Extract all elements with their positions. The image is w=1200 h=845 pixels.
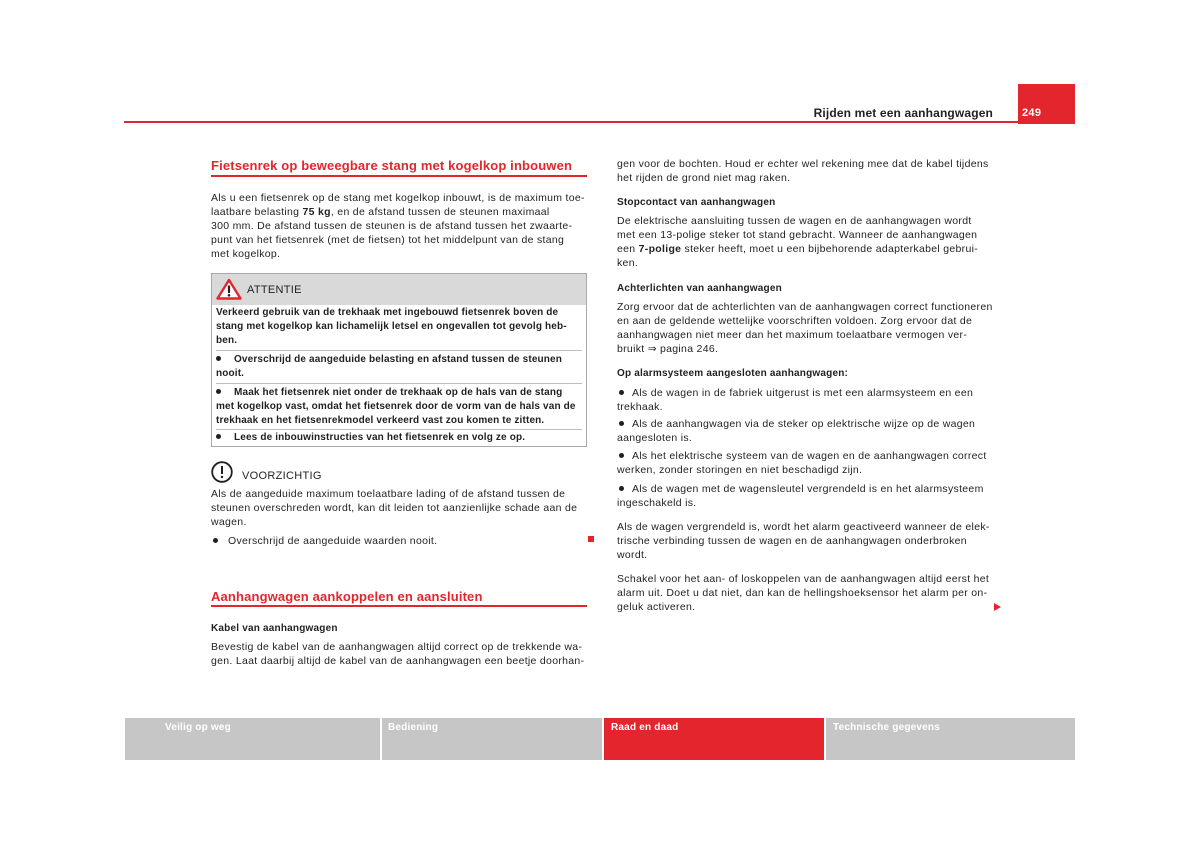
max-load-value: 75 kg [302, 206, 331, 218]
section-heading-rule [211, 605, 587, 607]
end-marker-icon [588, 536, 594, 542]
text-line [216, 353, 562, 367]
text-line: geluk activeren. [617, 601, 696, 613]
text-segment: Overschrijd de aangeduide waarden nooit. [228, 535, 438, 547]
section-heading-rule [211, 175, 587, 177]
paragraph-alarm-activation [617, 520, 990, 562]
text-segment: Als de wagen in de fabriek uitgerust is met een alarmsysteem en een [632, 387, 974, 399]
warning-item [216, 431, 525, 445]
text-line: trekhaak. [617, 401, 663, 413]
text-line: stang met kogelkop kan lichamelijk letsel en ongevallen tot gevolg heb- [216, 321, 567, 332]
warning-intro [216, 306, 567, 348]
bullet-icon [216, 356, 221, 361]
text-line [617, 449, 987, 463]
caution-label: VOORZICHTIG [242, 470, 322, 482]
text-segment: laatbare belasting [211, 206, 303, 218]
text-line: trekhaak en het fietsenrekmodel verkeerd vast zou komen te zitten. [216, 415, 545, 426]
text-segment: Als de wagen met de wagensleutel vergrendeld is en het alarmsysteem [632, 483, 984, 495]
text-line: gen voor de bochten. Houd er echter wel rekening mee dat de kabel tijdens [617, 158, 989, 170]
paragraph-trailer-cable [211, 640, 584, 668]
footer-tab-label: Raad en daad [611, 722, 679, 733]
text-line: Zorg ervoor dat de achterlichten van de aanhangwagen correct functioneren [617, 301, 993, 313]
warning-separator [216, 429, 582, 430]
text-line: Als de wagen vergrendeld is, wordt het alarm geactiveerd wanneer de elek- [617, 521, 990, 533]
bullet-icon [213, 538, 218, 543]
text-line: Bevestig de kabel van de aanhangwagen altijd correct op de trekkende wa- [211, 641, 583, 653]
caution-item [211, 534, 437, 548]
footer-tab-bediening [382, 718, 602, 760]
bullet-icon [619, 486, 624, 491]
text-line: alarm uit. Doet u dat niet, dan kan de hellingshoeksensor het alarm per on- [617, 587, 988, 599]
continuation-arrow-icon [994, 603, 1001, 611]
footer-tab-veilig-op-weg [125, 718, 380, 760]
text-line: gen. Laat daarbij altijd de kabel van de aanhangwagen een beetje doorhan- [211, 655, 585, 667]
alarm-condition-item [617, 482, 984, 510]
caution-exclamation-icon [211, 461, 233, 483]
text-segment: steker heeft, moet u een bijbehorende adapterkabel gebrui- [681, 243, 979, 255]
text-line: met kogelkop vast, omdat het fietsenrek door de vorm van de hals van de [216, 401, 576, 412]
subheading-trailer-cable: Kabel van aanhangwagen [211, 623, 338, 634]
text-line: aangesloten is. [617, 432, 693, 444]
warning-triangle-icon [216, 278, 242, 300]
text-segment: Lees de inbouwinstructies van het fietsenrek en volg ze op. [234, 432, 526, 443]
caution-paragraph [211, 487, 577, 529]
bullet-icon [216, 434, 221, 439]
paragraph-bike-rack-load [211, 191, 585, 261]
subheading-alarm: Op alarmsysteem aangesloten aanhangwagen: [617, 368, 849, 379]
text-segment: een [617, 243, 639, 255]
text-line [617, 386, 973, 400]
text-segment: Maak het fietsenrek niet onder de trekhaak op de hals van de stang [234, 387, 563, 398]
text-line: Schakel voor het aan- of loskoppelen van de aanhangwagen altijd eerst het [617, 573, 990, 585]
alarm-condition-item [617, 449, 987, 477]
text-line: ben. [216, 335, 238, 346]
subheading-socket: Stopcontact van aanhangwagen [617, 197, 776, 208]
subheading-tail-lights: Achterlichten van aanhangwagen [617, 283, 782, 294]
text-line: aanhangwagen niet meer dan het maximum toelaatbare vermogen ver- [617, 329, 968, 341]
text-segment: , en de afstand tussen de steunen maximaal [330, 206, 550, 218]
warning-box [211, 273, 587, 447]
warning-item [216, 353, 562, 381]
footer-tab-technische-gegevens [826, 718, 1075, 760]
bullet-icon [619, 390, 624, 395]
alarm-condition-item [617, 386, 973, 414]
warning-separator [216, 383, 582, 384]
text-line: Als u een fietsenrek op de stang met kogelkop inbouwt, is de maximum toe- [211, 192, 585, 204]
text-line [216, 431, 525, 445]
text-line: wagen. [211, 516, 247, 528]
warning-separator [216, 350, 582, 351]
footer-tab-label: Technische gegevens [833, 722, 940, 733]
text-line [617, 242, 978, 256]
bullet-icon [619, 453, 624, 458]
text-line: het rijden de grond niet mag raken. [617, 172, 791, 184]
paragraph-alarm-disable [617, 572, 989, 614]
bullet-icon [216, 389, 221, 394]
paragraph-socket [617, 214, 978, 270]
text-line [617, 417, 975, 431]
header-title: Rijden met een aanhangwagen [813, 106, 993, 120]
text-line [617, 482, 984, 496]
text-line: 300 mm. De afstand tussen de steunen is de afstand tussen het zwaarte- [211, 220, 573, 232]
text-line: ingeschakeld is. [617, 497, 697, 509]
text-line: wordt. [617, 549, 648, 561]
text-line: ken. [617, 257, 639, 269]
footer-tab-label: Veilig op weg [165, 722, 231, 733]
text-line [216, 386, 576, 400]
text-line: en aan de geldende wettelijke voorschriften voldoen. Zorg ervoor dat de [617, 315, 973, 327]
text-line [211, 534, 437, 548]
paragraph-tail-lights [617, 300, 993, 356]
warning-label: ATTENTIE [247, 284, 302, 296]
footer-tab-raad-en-daad [604, 718, 824, 760]
plug-type-value: 7-polige [638, 243, 682, 255]
paragraph-cable-continued [617, 157, 989, 185]
header-rule [124, 121, 1018, 123]
warning-header [212, 274, 586, 305]
text-segment: Als de aanhangwagen via de steker op elektrische wijze op de wagen [632, 418, 976, 430]
text-line [211, 205, 585, 219]
text-segment: Overschrijd de aangeduide belasting en afstand tussen de steunen [234, 354, 563, 365]
section-heading-bike-rack: Fietsenrek op beweegbare stang met kogelkop inbouwen [211, 158, 573, 173]
text-segment: Als het elektrische systeem van de wagen en de aanhangwagen correct [632, 450, 987, 462]
page-reference: bruikt ⇒ pagina 246. [617, 343, 719, 355]
section-heading-trailer: Aanhangwagen aankoppelen en aansluiten [211, 589, 483, 604]
text-line: steunen overschreden wordt, kan dit leiden tot aanzienlijke schade aan de [211, 502, 578, 514]
alarm-condition-item [617, 417, 975, 445]
text-line: Verkeerd gebruik van de trekhaak met ingebouwd fietsenrek boven de [216, 307, 559, 318]
text-line: nooit. [216, 368, 245, 379]
bullet-icon [619, 421, 624, 426]
text-line: trische verbinding tussen de wagen en de aanhangwagen onderbroken [617, 535, 967, 547]
text-line: De elektrische aansluiting tussen de wagen en de aanhangwagen wordt [617, 215, 972, 227]
warning-item [216, 386, 576, 428]
text-line: met kogelkop. [211, 248, 281, 260]
text-line: werken, zonder storingen en niet beschadigd zijn. [617, 464, 863, 476]
page-number: 249 [1022, 107, 1042, 119]
text-line: met een 13-polige steker tot stand gebracht. Wanneer de aanhangwagen [617, 229, 978, 241]
footer-tab-label: Bediening [388, 722, 439, 733]
text-line: punt van het fietsenrek (met de fietsen) tot het middelpunt van de stang [211, 234, 565, 246]
text-line: Als de aangeduide maximum toelaatbare lading of de afstand tussen de [211, 488, 566, 500]
